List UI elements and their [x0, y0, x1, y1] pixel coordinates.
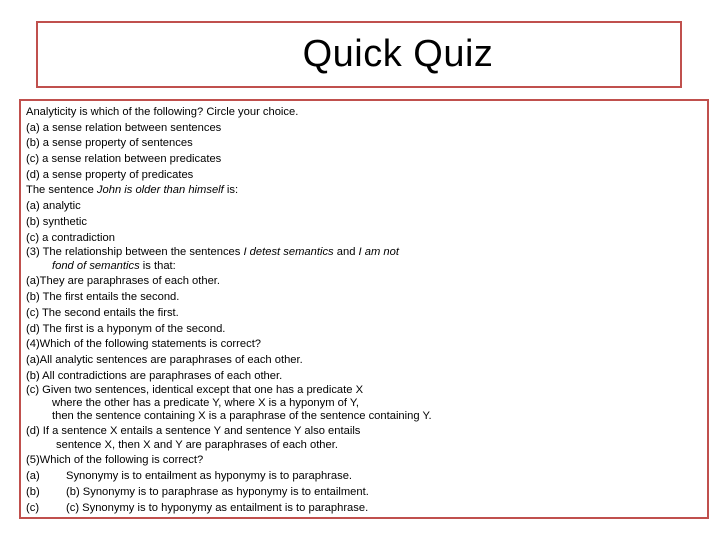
q5-option-c-text: (c) Synonymy is to hyponymy as entailment is to paraphrase. — [66, 501, 369, 514]
q3-sentence-2b: fond of semantics — [52, 259, 140, 272]
q1-option-d: (d) a sense property of predicates — [26, 168, 194, 181]
q1-option-a: (a) a sense relation between sentences — [26, 121, 222, 134]
q5-option-a-label: (a) — [26, 470, 40, 483]
q5-option-c — [26, 501, 703, 517]
quiz-body — [26, 105, 703, 516]
q5-option-a — [26, 469, 703, 485]
q1-option-b: (b) a sense property of sentences — [26, 137, 193, 150]
q3-option-d: (d) The first is a hyponym of the second. — [26, 322, 226, 335]
q3-option-b: (b) The first entails the second. — [26, 291, 180, 304]
q3-stem-and: and — [333, 246, 359, 259]
q1-stem: Analyticity is which of the following? Circle your choice. — [26, 106, 299, 118]
title-box — [36, 21, 682, 88]
q5-option-a-text: Synonymy is to entailment as hyponymy is to paraphrase. — [66, 470, 353, 483]
q3-option-a: (a)They are paraphrases of each other. — [26, 275, 221, 288]
q4-option-d-line1: (d) If a sentence X entails a sentence Y and sentence Y also entails — [26, 425, 361, 438]
q3-sentence-2a: I am not — [358, 246, 399, 259]
slide-title: Quick Quiz — [302, 33, 494, 75]
q3-stem — [26, 246, 703, 259]
q4-option-c-line1: (c) Given two sentences, identical except that one has a predicate X — [26, 384, 364, 397]
q2-stem-suffix: is: — [223, 184, 239, 197]
q2-option-a: (a) analytic — [26, 200, 81, 213]
q3-stem-suffix: is that: — [139, 259, 176, 272]
q3-option-c: (c) The second entails the first. — [26, 306, 179, 319]
q4-option-c-line2: where the other has a predicate Y, where X is a hyponym of Y, — [52, 396, 360, 409]
q5-stem: (5)Which of the following is correct? — [26, 454, 204, 467]
q3-stem-prefix: (3) The relationship between the sentences — [26, 246, 244, 259]
q5-option-b-text: (b) Synonymy is to paraphrase as hyponymy is to entailment. — [66, 485, 369, 498]
q4-stem: (4)Which of the following statements is correct? — [26, 338, 262, 351]
q5-option-c-label: (c) — [26, 501, 40, 514]
q4-option-d-line2: sentence X, then X and Y are paraphrases of each other. — [56, 438, 338, 451]
q2-stem — [26, 183, 703, 199]
q4-option-b: (b) All contradictions are paraphrases of each other. — [26, 369, 283, 382]
q1-option-c: (c) a sense relation between predicates — [26, 153, 222, 166]
q5-option-b — [26, 485, 703, 501]
q5-option-b-label: (b) — [26, 485, 40, 498]
quiz-content-box — [19, 99, 709, 519]
q3-sentence-1: I detest semantics — [243, 246, 334, 259]
q4-option-a: (a)All analytic sentences are paraphrases of each other. — [26, 353, 303, 366]
q2-stem-prefix: The sentence — [26, 184, 97, 197]
q2-option-b: (b) synthetic — [26, 215, 87, 228]
q2-option-c: (c) a contradiction — [26, 231, 115, 244]
q2-example-sentence: John is older than himself — [96, 184, 224, 197]
q3-stem-cont — [26, 259, 703, 275]
q4-option-c-line3: then the sentence containing X is a paraphrase of the sentence containing Y. — [52, 410, 432, 423]
